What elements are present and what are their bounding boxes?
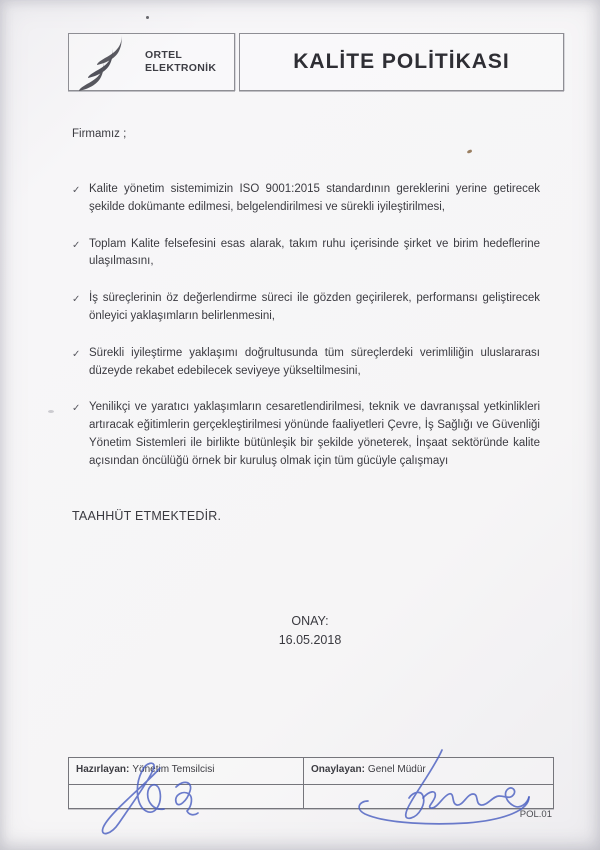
check-icon: ✓	[72, 348, 81, 360]
bullet-text: Toplam Kalite felsefesini esas alarak, takım ruhu içerisinde şirket ve birim hedeflerine ulaşılmasını,	[89, 237, 540, 268]
prepared-by-value: Yönetim Temsilcisi	[132, 764, 215, 775]
logo-line1: ORTEL	[145, 49, 183, 61]
bullet-item	[72, 181, 540, 217]
prepared-by-label: Hazırlayan:	[76, 764, 130, 775]
bullet-item	[72, 345, 540, 381]
bullet-item	[72, 399, 540, 470]
scan-speck	[146, 16, 149, 19]
bullet-item	[72, 290, 540, 326]
approval-date: 16.05.2018	[278, 633, 342, 647]
title-box	[239, 33, 564, 91]
prepared-by-cell	[69, 758, 304, 785]
scan-smudge	[48, 410, 54, 413]
page-title: KALİTE POLİTİKASI	[293, 50, 510, 73]
commitment-text: TAAHHÜT ETMEKTEDİR.	[72, 509, 222, 523]
approval-label: ONAY:	[291, 614, 329, 628]
approved-signature-cell	[304, 785, 553, 808]
ortel-leaves-logo-icon	[79, 35, 137, 91]
logo-text	[145, 49, 216, 75]
bullet-item	[72, 236, 540, 272]
approved-by-cell	[304, 758, 553, 785]
approval-block	[68, 612, 552, 650]
approved-by-label: Onaylayan:	[311, 764, 365, 775]
bullet-text: Kalite yönetim sistemimizin ISO 9001:2015 standardının gereklerini yerine getirecek şekilde dokümante edilmesi, belgelendirilmesi ve sürekli iyileştirilmesi,	[89, 183, 540, 213]
check-icon: ✓	[72, 403, 81, 415]
bullet-text: Sürekli iyileştirme yaklaşımı doğrultusunda tüm süreçlerdeki verimliliğin uluslararası düzeyde rekabet edebilecek seviyeye yükseltilmesini,	[89, 346, 540, 377]
bullet-text: İş süreçlerinin öz değerlendirme süreci ile gözden geçirilerek, performansı geliştirecek önleyici yaklaşımların belirlenmesini,	[89, 292, 540, 322]
check-icon: ✓	[72, 239, 81, 251]
approved-by-value: Genel Müdür	[367, 764, 426, 775]
check-icon: ✓	[72, 185, 81, 196]
document-code: POL.01	[519, 809, 552, 820]
scan-speck	[467, 149, 473, 154]
check-icon: ✓	[72, 294, 81, 306]
footer-signature-table	[68, 757, 554, 809]
logo-line2: ELEKTRONİK	[145, 62, 217, 74]
intro-text: Firmamız ;	[72, 128, 127, 140]
prepared-signature-cell	[69, 785, 304, 808]
logo-box	[68, 33, 235, 91]
policy-bullet-list	[72, 181, 540, 490]
bullet-text: Yenilikçi ve yaratıcı yaklaşımların cesaretlendirilmesi, teknik ve davranışsal yetkinlikleri artıracak eğitimlerin gerçekleştirilmesi yönünde faaliyetleri Çevre, İş Sağlığı ve Güvenliği Yönetim Sistemleri ile birlikte bütünleşik bir şekilde yöneterek, İnşaat sektöründe kalite açısından öncülüğü örnek bir kuruluş olmak için tüm gücüyle çalışmayı	[89, 401, 540, 467]
